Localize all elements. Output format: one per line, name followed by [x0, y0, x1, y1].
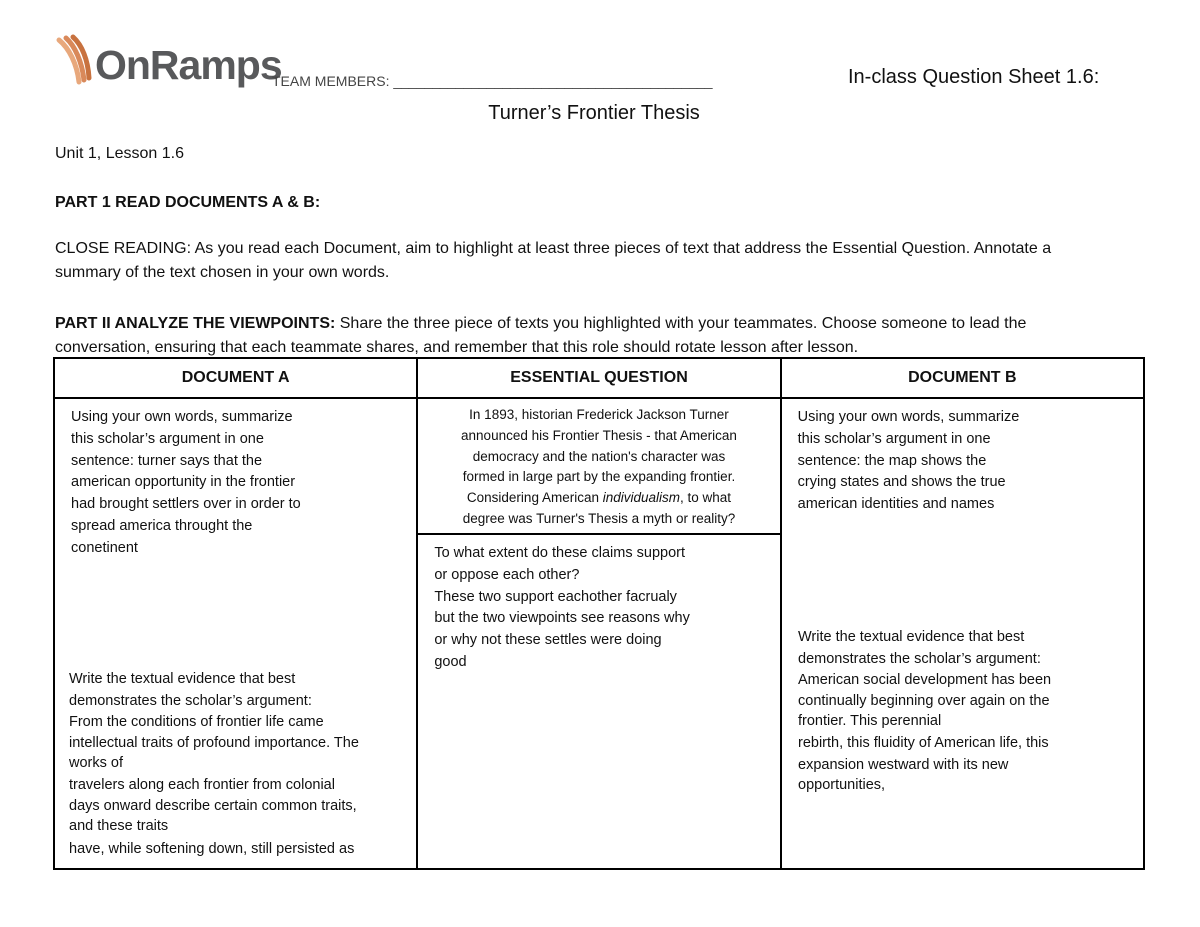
text-line: this scholar’s argument in one: [797, 430, 991, 447]
text-line: conetinent: [71, 539, 138, 556]
text-line: or oppose each other?: [434, 566, 580, 583]
text-line: demonstrates the scholar’s argument:: [69, 693, 312, 709]
onramps-swoosh-icon: [55, 34, 95, 86]
text-line: had brought settlers over in order to: [71, 496, 301, 513]
document-a-summary: [55, 399, 341, 560]
page-title: Turner’s Frontier Thesis: [488, 102, 700, 124]
text-line: degree was Turner's Thesis a myth or reality?: [462, 510, 736, 526]
team-members-field: TEAM MEMBERS: _________________________________________: [272, 73, 713, 89]
document-b-evidence: [798, 626, 1098, 796]
text-line: These two support eachother facrualy: [434, 588, 677, 605]
text-line: frontier. This perennial: [798, 713, 942, 729]
text-line: intellectual traits of profound importance. The: [69, 734, 359, 751]
text-line: From the conditions of frontier life came: [69, 714, 324, 730]
text-line: democracy and the nation's character was: [472, 448, 726, 464]
text-line: Write the textual evidence that best: [798, 629, 1025, 645]
text-line: this scholar’s argument in one: [71, 430, 264, 447]
onramps-logo: [55, 30, 282, 86]
text-line: works of: [69, 755, 123, 771]
text-line: opportunities,: [798, 777, 886, 793]
essential-question-response: [418, 535, 779, 674]
text-line: Using your own words, summarize: [797, 409, 1020, 425]
text-line: expansion westward with its new: [798, 756, 1009, 773]
close-reading-instructions: CLOSE READING: As you read each Document, aim to highlight at least three pieces of text that address the Essential Question. Annotate a summary of the text chosen in your own words.: [55, 240, 1052, 281]
text-line: or why not these settles were doing: [434, 632, 662, 649]
text-line: American social development has been: [798, 672, 1052, 688]
part2-heading: PART II ANALYZE THE VIEWPOINTS:: [55, 315, 336, 332]
text-line: sentence: the map shows the: [797, 452, 987, 469]
text-line: travelers along each frontier from colonial: [69, 776, 335, 793]
document-a-evidence: [69, 668, 409, 861]
text-line: good: [434, 653, 467, 670]
text-line: american identities and names: [797, 496, 995, 513]
text-line: Write the textual evidence that best: [69, 671, 296, 687]
text-line: formed in large part by the expanding frontier.: [462, 469, 736, 485]
text-line: but the two viewpoints see reasons why: [434, 610, 690, 627]
document-b-summary: [782, 399, 1068, 516]
header-document-b: DOCUMENT B: [781, 358, 1144, 398]
text-line: rebirth, this fluidity of American life, this: [798, 734, 1049, 751]
text-line: days onward describe certain common traits,: [69, 797, 357, 814]
unit-lesson: Unit 1, Lesson 1.6: [55, 145, 184, 162]
text-line: crying states and shows the true: [797, 474, 1006, 491]
part2-instructions: [55, 312, 1115, 360]
text-line: american opportunity in the frontier: [71, 474, 296, 491]
text-fragment: Considering American: [466, 490, 603, 506]
text-line: To what extent do these claims support: [434, 545, 685, 561]
text-line: continually beginning over again on the: [798, 692, 1050, 709]
text-line: sentence: turner says that the: [71, 452, 263, 469]
text-line: have, while softening down, still persisted as: [69, 840, 355, 857]
text-fragment-italic: individualism: [602, 490, 681, 506]
text-line: [426, 488, 771, 509]
text-line: and these traits: [69, 818, 169, 834]
text-line: spread america throught the: [71, 517, 253, 534]
part2-text: Share the three piece of texts you highlighted with your teammates. Choose someone to lead the conversation, ensuring that each teammate shares, and remember that this role should rotate lesson after lesson.: [55, 315, 1027, 356]
essential-question-prompt: [418, 399, 779, 535]
essential-question-cell[interactable]: [417, 398, 780, 869]
text-line: demonstrates the scholar’s argument:: [798, 651, 1041, 667]
logo-text: OnRamps: [95, 42, 282, 88]
text-line: announced his Frontier Thesis - that American: [461, 427, 737, 443]
text-line: Using your own words, summarize: [71, 409, 293, 425]
text-fragment: , to what: [680, 490, 732, 506]
text-line: In 1893, historian Frederick Jackson Turner: [469, 407, 729, 422]
part1-heading: PART 1 READ DOCUMENTS A & B:: [55, 194, 321, 211]
header-document-a: DOCUMENT A: [54, 358, 417, 398]
sheet-title: In-class Question Sheet 1.6:: [848, 66, 1100, 88]
header-essential-question: ESSENTIAL QUESTION: [417, 358, 780, 398]
